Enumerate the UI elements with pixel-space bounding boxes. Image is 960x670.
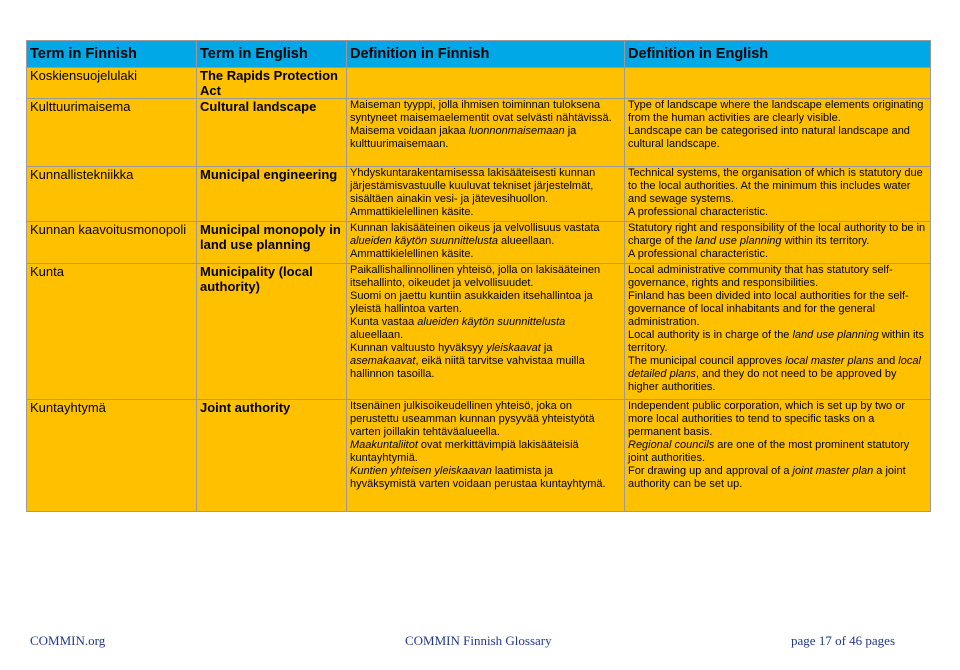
definition-paragraph: [350, 400, 621, 439]
definition-paragraph: [628, 206, 927, 219]
definition-text: Paikallishallinnollinen yhteisö, jolla on lakisääteinen itsehallinto, oikeudet ja velvollisuudet.: [350, 264, 601, 289]
definition-finnish: [347, 222, 625, 264]
definition-text: Finland has been divided into local authorities for the self-governance of local inhabitants and for the general administration.: [628, 290, 909, 328]
definition-paragraph: [628, 355, 927, 394]
term-finnish: Kulttuurimaisema: [27, 99, 197, 167]
definition-text: a joint authority can be set up.: [628, 465, 906, 490]
glossary-term-reference: luonnonmaisemaan: [468, 125, 565, 137]
definition-text: Maisema voidaan jakaa: [350, 125, 469, 137]
definition-english: [625, 68, 931, 99]
definition-text: and: [873, 355, 899, 367]
definition-paragraph: [628, 99, 927, 125]
glossary-term-reference: land use planning: [695, 235, 782, 247]
glossary-term-reference: asemakaavat: [350, 355, 416, 367]
header-term-finnish: Term in Finnish: [27, 41, 197, 68]
definition-paragraph: [350, 248, 621, 261]
definition-paragraph: [350, 222, 621, 248]
definition-text: laatimista ja hyväksymistä varten voidaan perustaa kuntayhtymä.: [350, 465, 606, 490]
glossary-term-reference: Regional councils: [628, 439, 715, 451]
glossary-term-reference: yleiskaavat: [486, 342, 541, 354]
footer-document-title: COMMIN Finnish Glossary: [405, 633, 552, 648]
term-finnish: Kunta: [27, 264, 197, 400]
definition-text: within its territory.: [628, 329, 924, 354]
definition-paragraph: [628, 290, 927, 329]
definition-text: Local administrative community that has statutory self-governance, rights and responsibilities.: [628, 264, 893, 289]
definition-text: ja: [540, 342, 553, 354]
table-row: [27, 400, 931, 512]
definition-paragraph: [350, 206, 621, 219]
definition-text: Kunnan valtuusto hyväksyy: [350, 342, 487, 354]
definition-text: alueellaan.: [498, 235, 555, 247]
definition-text: alueellaan.: [350, 329, 404, 341]
definition-text: Itsenäinen julkisoikeudellinen yhteisö, joka on perustettu useamman kunnan pysyvää yhteistyötä varten joillakin tehtäväalueella.: [350, 400, 595, 438]
definition-paragraph: [350, 264, 621, 290]
definition-text: Ammattikielellinen käsite.: [350, 206, 474, 218]
definition-text: are one of the most prominent statutory joint authorities.: [628, 439, 910, 464]
glossary-term-reference: Maakuntaliitot: [350, 439, 418, 451]
definition-text: Suomi on jaettu kuntiin asukkaiden itsehallintoa ja yleistä hallintoa varten.: [350, 290, 593, 315]
definition-paragraph: [628, 400, 927, 439]
glossary-term-reference: land use planning: [792, 329, 879, 341]
definition-text: Landscape can be categorised into natural landscape and cultural landscape.: [628, 125, 910, 150]
term-english: Municipal monopoly in land use planning: [197, 222, 347, 264]
footer-site: COMMIN.org: [30, 633, 106, 648]
definition-finnish: [347, 68, 625, 99]
definition-text: The municipal council approves: [628, 355, 786, 367]
table-row: [27, 68, 931, 99]
definition-paragraph: [628, 222, 927, 248]
definition-paragraph: [350, 439, 621, 465]
glossary-term-reference: alueiden käytön suunnittelusta: [417, 316, 566, 328]
term-finnish: Kunnallistekniikka: [27, 167, 197, 222]
term-english: Municipality (local authority): [197, 264, 347, 400]
definition-text: Local authority is in charge of the: [628, 329, 793, 341]
definition-english: [625, 222, 931, 264]
definition-text: , and they do not need to be approved by higher authorities.: [628, 368, 897, 393]
definition-finnish: [347, 400, 625, 512]
definition-paragraph: [628, 329, 927, 355]
definition-text: Type of landscape where the landscape elements originating from the human activities are clearly visible.: [628, 99, 924, 124]
definition-text: Ammattikielellinen käsite.: [350, 248, 474, 260]
glossary-term-reference: local master plans: [785, 355, 874, 367]
header-term-english: Term in English: [197, 41, 347, 68]
definition-paragraph: [350, 125, 621, 151]
definition-paragraph: [628, 167, 927, 206]
definition-paragraph: [350, 465, 621, 491]
table-row: [27, 222, 931, 264]
definition-text: , eikä niitä tarvitse vahvistaa muilla hallinnon tasoilla.: [350, 355, 585, 380]
definition-text: A professional characteristic.: [628, 248, 769, 260]
term-english: Cultural landscape: [197, 99, 347, 167]
definition-english: [625, 167, 931, 222]
term-finnish: Koskiensuojelulaki: [27, 68, 197, 99]
definition-text: Statutory right and responsibility of the local authority to be in charge of the: [628, 222, 926, 247]
term-finnish: Kunnan kaavoitusmonopoli: [27, 222, 197, 264]
definition-paragraph: [628, 125, 927, 151]
definition-text: For drawing up and approval of a: [628, 465, 793, 477]
term-english: Municipal engineering: [197, 167, 347, 222]
table-row: [27, 167, 931, 222]
definition-text: ja kulttuurimaisemaan.: [350, 125, 577, 150]
glossary-table: [26, 40, 931, 512]
term-finnish: Kuntayhtymä: [27, 400, 197, 512]
definition-text: Independent public corporation, which is set up by two or more local authorities to tend to specific tasks on a permanent basis.: [628, 400, 905, 438]
header-definition-english: Definition in English: [625, 41, 931, 68]
definition-paragraph: [350, 290, 621, 316]
definition-english: [625, 400, 931, 512]
definition-text: ovat merkittävimpiä lakisääteisiä kuntayhtymiä.: [350, 439, 579, 464]
glossary-term-reference: joint master plan: [792, 465, 874, 477]
glossary-term-reference: Kuntien yhteisen yleiskaavan: [350, 465, 492, 477]
footer-page-number: page 17 of 46 pages: [791, 633, 895, 648]
definition-paragraph: [350, 99, 621, 125]
definition-english: [625, 264, 931, 400]
table-header-row: [27, 41, 931, 68]
definition-finnish: [347, 99, 625, 167]
definition-text: Technical systems, the organisation of which is statutory due to the local authorities. At the minimum this includes water and sewage systems.: [628, 167, 923, 205]
definition-text: Yhdyskuntarakentamisessa lakisääteisesti kunnan järjestämisvastuulle kuuluvat tekniset järjestelmät, sisältäen ainakin vesi- ja jätevesihuollon.: [350, 167, 596, 205]
definition-text: Maiseman tyyppi, jolla ihmisen toiminnan tuloksena syntyneet maisemaelementit ovat selvästi nähtävissä.: [350, 99, 612, 124]
glossary-term-reference: alueiden käytön suunnittelusta: [350, 235, 498, 247]
definition-text: A professional characteristic.: [628, 206, 769, 218]
definition-english: [625, 99, 931, 167]
definition-paragraph: [628, 465, 927, 491]
definition-paragraph: [628, 248, 927, 261]
header-definition-finnish: Definition in Finnish: [347, 41, 625, 68]
table-row: [27, 264, 931, 400]
definition-finnish: [347, 264, 625, 400]
definition-text: Kunta vastaa: [350, 316, 418, 328]
definition-paragraph: [350, 342, 621, 381]
definition-finnish: [347, 167, 625, 222]
term-english: The Rapids Protection Act: [197, 68, 347, 99]
glossary-term-reference: local detailed plans: [628, 355, 921, 380]
definition-text: Kunnan lakisääteinen oikeus ja velvollisuus vastata: [350, 222, 600, 234]
table-row: [27, 99, 931, 167]
definition-paragraph: [628, 439, 927, 465]
definition-text: within its territory.: [781, 235, 870, 247]
definition-paragraph: [350, 167, 621, 206]
definition-paragraph: [628, 264, 927, 290]
definition-paragraph: [350, 316, 621, 342]
term-english: Joint authority: [197, 400, 347, 512]
